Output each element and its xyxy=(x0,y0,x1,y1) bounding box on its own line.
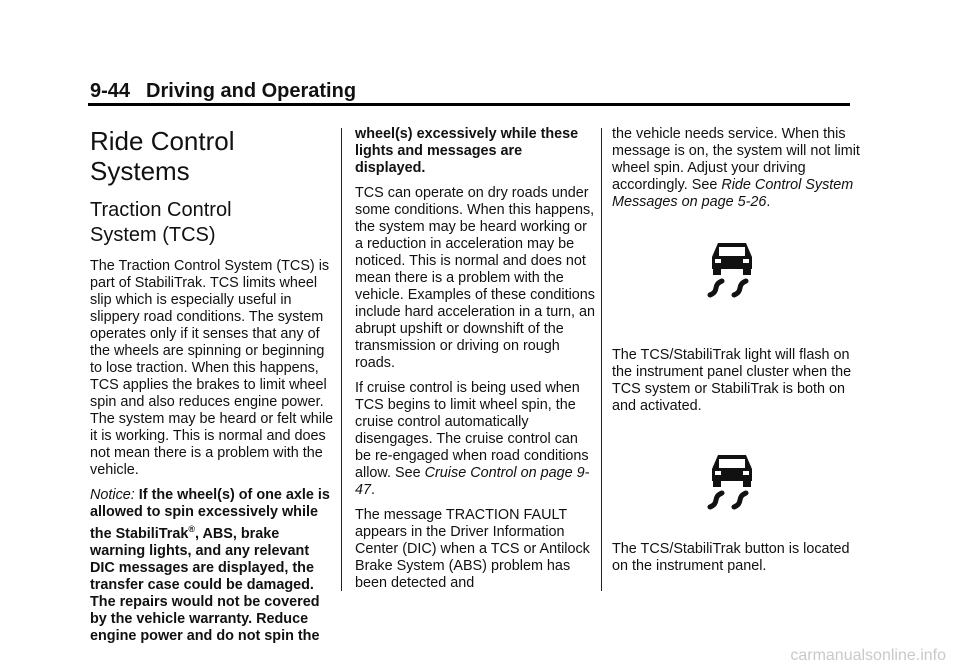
column-divider-2 xyxy=(601,128,602,591)
tcs-button-icon-wrap xyxy=(612,423,862,541)
cruise-control-link[interactable]: Cruise Control on page 9-47 xyxy=(355,465,590,498)
tcs-light-icon-wrap xyxy=(612,219,862,347)
subsection-heading-line2: System (TCS) xyxy=(90,224,216,246)
watermark: carmanualsonline.info xyxy=(790,647,946,664)
notice-label: Notice: xyxy=(90,487,135,503)
tcs-intro-paragraph: The Traction Control System (TCS) is part of StabiliTrak. TCS limits wheel slip which is especially useful in slippery road conditions. The system operates only if it senses that any of the wheels are spinning or beginning to lose traction. When this happens, TCS applies the brakes to limit wheel spin and also reduces engine power. The system may be heard or felt while it is working. This is normal and does not mean there is a problem with the vehicle. xyxy=(90,258,334,478)
ride-control-messages-link[interactable]: Ride Control System Messages on page 5-26 xyxy=(612,177,854,210)
subsection-heading xyxy=(90,198,335,248)
subsection-heading-line1: Traction Control xyxy=(90,199,232,221)
section-title: Driving and Operating xyxy=(146,80,357,102)
section-heading: Ride Control Systems xyxy=(90,126,235,186)
light-flash-paragraph: The TCS/StabiliTrak light will flash on the instrument panel cluster when the TCS system or StabiliTrak is both on and activated. xyxy=(612,347,852,414)
column-2 xyxy=(355,126,595,600)
registered-mark: ® xyxy=(188,524,196,534)
traction-fault-paragraph: The message TRACTION FAULT appears in the Driver Information Center (DIC) when a TCS or Antilock Brake System (ABS) problem has been detected and xyxy=(355,507,590,591)
traction-control-car-icon xyxy=(706,451,758,511)
cruise-control-text: If cruise control is being used when TCS begins to limit wheel spin, the cruise control automatically disengages. The cruise control can be re-engaged when road conditions allow. See xyxy=(355,380,589,481)
cruise-control-paragraph xyxy=(355,380,595,499)
notice-text-2: , ABS, brake warning lights, and any relevant DIC messages are displayed, the transfer case could be damaged. The repairs would not be covered by the vehicle warranty. Reduce engine power and do not spin the xyxy=(90,525,320,644)
cruise-control-end: . xyxy=(371,482,376,498)
notice-continued: wheel(s) excessively while these lights and messages are displayed. xyxy=(355,126,579,176)
traction-control-car-icon xyxy=(706,239,758,299)
column-1 xyxy=(90,126,335,653)
header-rule xyxy=(88,103,850,106)
column-divider-1 xyxy=(341,128,342,591)
column-3 xyxy=(612,126,862,583)
service-end: . xyxy=(766,194,771,210)
notice-paragraph xyxy=(90,487,335,645)
button-location-paragraph: The TCS/StabiliTrak button is located on the instrument panel. xyxy=(612,541,850,574)
page-header xyxy=(90,80,356,103)
service-paragraph xyxy=(612,126,862,211)
notice-text-1: If the wheel(s) of one axle is allowed to spin excessively while the StabiliTrak xyxy=(90,487,330,542)
service-text: the vehicle needs service. When this message is on, the system will not limit wheel spin. Adjust your driving accordingly. See xyxy=(612,126,860,193)
dry-roads-paragraph: TCS can operate on dry roads under some conditions. When this happens, the system may be heard working or a reduction in acceleration may be noticed. This is normal and does not mean there is a problem with the vehicle. Examples of these conditions include hard acceleration in a turn, an abrupt upshift or downshift of the transmission or driving on rough roads. xyxy=(355,185,595,371)
page-number: 9-44 xyxy=(90,80,131,102)
